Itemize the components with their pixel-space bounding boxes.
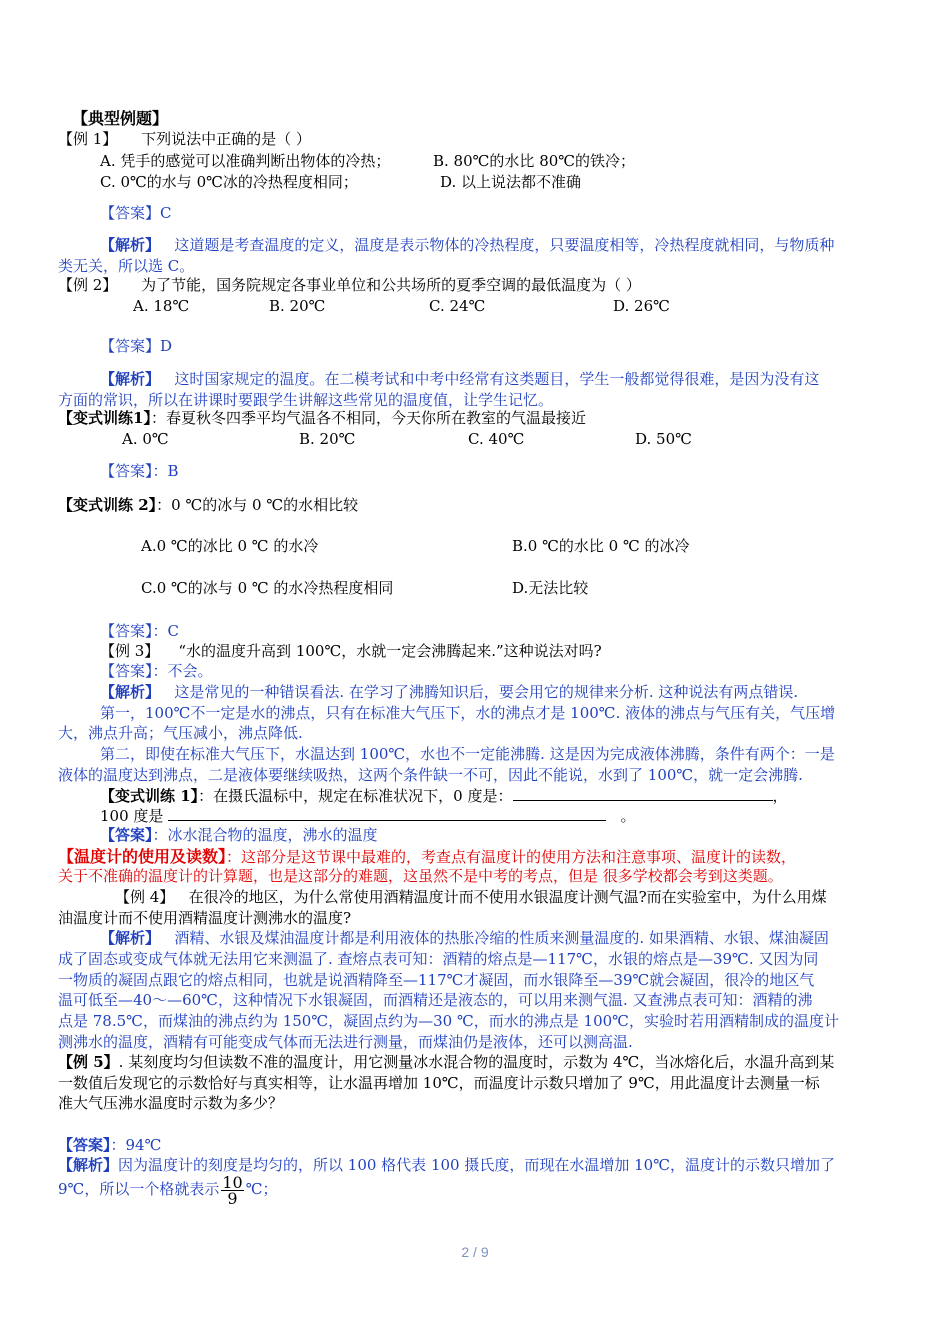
example-1-analysis-line-1 — [100, 236, 834, 255]
example-4-analysis-line-4: 温可低至—40～—60℃，这种情况下水银凝固，而酒精还是液态的，可以用来测气温. 又查沸点表可知：酒精的沸 — [58, 991, 813, 1009]
example-2-label: 【例 2】 — [58, 276, 118, 294]
example-4-analysis-label: 【解析】 — [100, 929, 161, 947]
variant-3-label: 【变式训练 1】 — [100, 787, 199, 805]
example-1-question — [58, 130, 311, 149]
variant-3-question — [100, 786, 788, 806]
example-4-analysis-line-3: 一物质的凝固点跟它的熔点相同，也就是说酒精降至—117℃才凝固，而水银降至—39℃就会凝固，很冷的地区气 — [58, 971, 815, 989]
example-1-label: 【例 1】 — [58, 130, 118, 148]
variant-3-text: ：在摄氏温标中，规定在标准状况下，0 度是： — [198, 787, 513, 805]
example-2-option-b: B. 20℃ — [269, 297, 326, 315]
variant-3-end: 。 — [620, 807, 636, 825]
example-1-answer: 【答案】C — [100, 204, 172, 222]
section-title-typical-examples: 【典型例题】 — [72, 109, 169, 128]
variant-2-option-b: B.0 ℃的水比 0 ℃ 的冰冷 — [512, 537, 690, 555]
example-2-analysis-line-1 — [100, 370, 819, 389]
example-5-answer-text: ：94℃ — [110, 1136, 162, 1154]
variant-2-option-c: C.0 ℃的冰与 0 ℃ 的水冷热程度相同 — [141, 579, 394, 597]
example-2-analysis-text-1: 这时国家规定的温度。在二模考试和中考中经常有这类题目，学生一般都觉得很难，是因为没有这 — [174, 370, 820, 388]
variant-3-line-2-text: 100 度是 — [100, 807, 164, 825]
section-thermometer-line-2: 关于不准确的温度计的计算题，也是这部分的难题，这虽然不是中考的考点，但是 很多学校都会考到这类题。 — [58, 867, 783, 885]
example-1-analysis-label: 【解析】 — [100, 236, 161, 254]
example-4-analysis-line-6: 测沸水的温度，酒精有可能变成气体而无法进行测量，而煤油仍是液体，还可以测高温. — [58, 1033, 633, 1051]
example-3-analysis-line-1 — [100, 683, 798, 702]
example-5-analysis-text-2: 9℃，所以一个格就表示 — [58, 1180, 220, 1198]
example-3-answer: 【答案】：不会。 — [100, 662, 213, 680]
example-5-question-line-1 — [58, 1053, 834, 1072]
fraction-numerator: 10 — [222, 1172, 243, 1192]
example-4-question-line-1 — [115, 888, 827, 907]
variant-3-answer — [100, 826, 378, 845]
example-2-option-d: D. 26℃ — [613, 297, 670, 315]
variant-1-option-a: A. 0℃ — [122, 430, 169, 448]
example-4-analysis-line-5: 点是 78.5℃，而煤油的沸点约为 150℃，凝固点约为—30 ℃，而水的沸点是 100℃，实验时若用酒精制成的温度计 — [58, 1012, 839, 1030]
example-5-question-line-2: 一数值后发现它的示数恰好与真实相等，让水温再增加 10℃，而温度计示数只增加了 9℃，用此温度计去测量一标 — [58, 1074, 820, 1092]
example-2-analysis-line-2: 方面的常识，所以在讲课时要跟学生讲解这些常见的温度值，让学生记忆。 — [58, 391, 554, 409]
example-4-analysis-text-1: 酒精、水银及煤油温度计都是利用液体的热胀冷缩的性质来测量温度的. 如果酒精、水银、煤油凝固 — [174, 929, 829, 947]
example-2-answer: 【答案】D — [100, 337, 173, 355]
example-5-answer-label: 【答案】 — [58, 1136, 111, 1154]
answer-blank-1[interactable] — [513, 786, 773, 801]
example-4-analysis-line-1 — [100, 929, 829, 948]
section-thermometer-line-1 — [58, 847, 796, 867]
variant-1-option-d: D. 50℃ — [635, 430, 692, 448]
example-5-question-line-3: 准大气压沸水温度时示数为多少？ — [58, 1094, 284, 1112]
example-5-answer — [58, 1136, 161, 1155]
example-5-analysis-line-2 — [58, 1172, 277, 1206]
example-2-analysis-label: 【解析】 — [100, 370, 161, 388]
example-5-analysis-text-3: ℃； — [245, 1180, 278, 1198]
example-5-label: 【例 5】 — [58, 1053, 119, 1071]
variant-2-question — [58, 496, 358, 515]
example-3-analysis-line-5: 液体的温度达到沸点，二是液体要继续吸热，这两个条件缺一不可，因此不能说，水到了 100℃，就一定会沸腾. — [58, 766, 803, 784]
example-4-question-text-1: 在很冷的地区，为什么常使用酒精温度计而不使用水银温度计测气温?而在实验室中，为什么用煤 — [188, 888, 827, 906]
example-5-question-text-1: . 某刻度均匀但读数不准的温度计，用它测量冰水混合物的温度时，示数为 4℃，当冰熔化后，水温升高到某 — [118, 1053, 835, 1071]
example-2-option-c: C. 24℃ — [429, 297, 486, 315]
variant-3-line-2 — [100, 806, 636, 826]
example-4-question-line-2: 油温度计而不使用酒精温度计测沸水的温度? — [58, 909, 352, 927]
example-1-analysis-text-1: 这道题是考查温度的定义，温度是表示物体的冷热程度，只要温度相等，冷热程度就相同，与物质种 — [174, 236, 835, 254]
example-4-label: 【例 4】 — [115, 888, 175, 906]
example-1-option-b: B. 80℃的水比 80℃的铁冷； — [433, 152, 636, 170]
variant-2-answer: 【答案】：C — [100, 622, 179, 640]
fraction-denominator: 9 — [227, 1188, 238, 1208]
variant-1-option-b: B. 20℃ — [299, 430, 356, 448]
variant-3-answer-label: 【答案】 — [100, 826, 153, 844]
example-2-question — [58, 276, 641, 295]
example-1-analysis-line-2: 类无关，所以选 C。 — [58, 257, 195, 275]
answer-blank-2[interactable] — [168, 806, 606, 821]
example-2-option-a: A. 18℃ — [133, 297, 190, 315]
example-1-option-a: A. 凭手的感觉可以准确判断出物体的冷热； — [100, 152, 391, 170]
page-number: 2 / 9 — [461, 1244, 489, 1260]
example-3-text: “水的温度升高到 100℃，水就一定会沸腾起来.”这种说法对吗? — [178, 642, 602, 660]
variant-3-comma: ， — [772, 787, 788, 805]
example-3-analysis-label: 【解析】 — [100, 683, 161, 701]
variant-3-answer-text: ：冰水混合物的温度，沸水的温度 — [152, 826, 378, 844]
example-3-analysis-line-3: 大，沸点升高；气压减小，沸点降低. — [58, 724, 303, 742]
variant-2-option-d: D.无法比较 — [512, 579, 589, 597]
section-thermometer-title: 【温度计的使用及读数】 — [58, 847, 227, 866]
variant-1-option-c: C. 40℃ — [468, 430, 525, 448]
variant-1-label: 【变式训练1】 — [58, 409, 151, 427]
variant-2-text: ：0 ℃的冰与 0 ℃的水相比较 — [156, 496, 359, 514]
variant-1-answer: 【答案】：B — [100, 462, 179, 480]
example-3-analysis-line-2: 第一，100℃不一定是水的沸点，只有在标准大气压下，水的沸点才是 100℃. 液体的沸点与气压有关，气压增 — [100, 704, 836, 722]
example-2-text: 为了节能，国务院规定各事业单位和公共场所的夏季空调的最低温度为（ ） — [141, 276, 641, 294]
example-3-analysis-text-1: 这是常见的一种错误看法. 在学习了沸腾知识后，要会用它的规律来分析. 这种说法有两点错误. — [174, 683, 799, 701]
example-1-option-c: C. 0℃的水与 0℃冰的冷热程度相同； — [100, 173, 358, 191]
example-1-text: 下列说法中正确的是（ ） — [141, 130, 311, 148]
example-3-question — [100, 642, 602, 661]
example-4-analysis-line-2: 成了固态或变成气体就无法用它来测温了. 查熔点表可知：酒精的熔点是—117℃，水银的熔点是—39℃. 又因为同 — [58, 950, 819, 968]
example-3-analysis-line-4: 第二，即使在标准大气压下，水温达到 100℃，水也不一定能沸腾. 这是因为完成液体沸腾，条件有两个：一是 — [100, 745, 835, 763]
example-5-analysis-text-1: 因为温度计的刻度是均匀的，所以 100 格代表 100 摄氏度，而现在水温增加 10℃，温度计的示数只增加了 — [118, 1156, 835, 1174]
example-1-option-d: D. 以上说法都不准确 — [440, 173, 582, 191]
example-3-label: 【例 3】 — [100, 642, 160, 660]
fraction-ten-ninths — [221, 1172, 243, 1208]
section-thermometer-text-1: ：这部分是这节课中最难的，考查点有温度计的使用方法和注意事项、温度计的读数， — [226, 848, 797, 866]
variant-2-option-a: A.0 ℃的冰比 0 ℃ 的水冷 — [141, 537, 319, 555]
variant-1-question — [58, 409, 586, 428]
example-5-analysis-label: 【解析】 — [58, 1156, 119, 1174]
variant-1-text: ：春夏秋冬四季平均气温各不相同，今天你所在教室的气温最接近 — [150, 409, 586, 427]
variant-2-label: 【变式训练 2】 — [58, 496, 157, 514]
